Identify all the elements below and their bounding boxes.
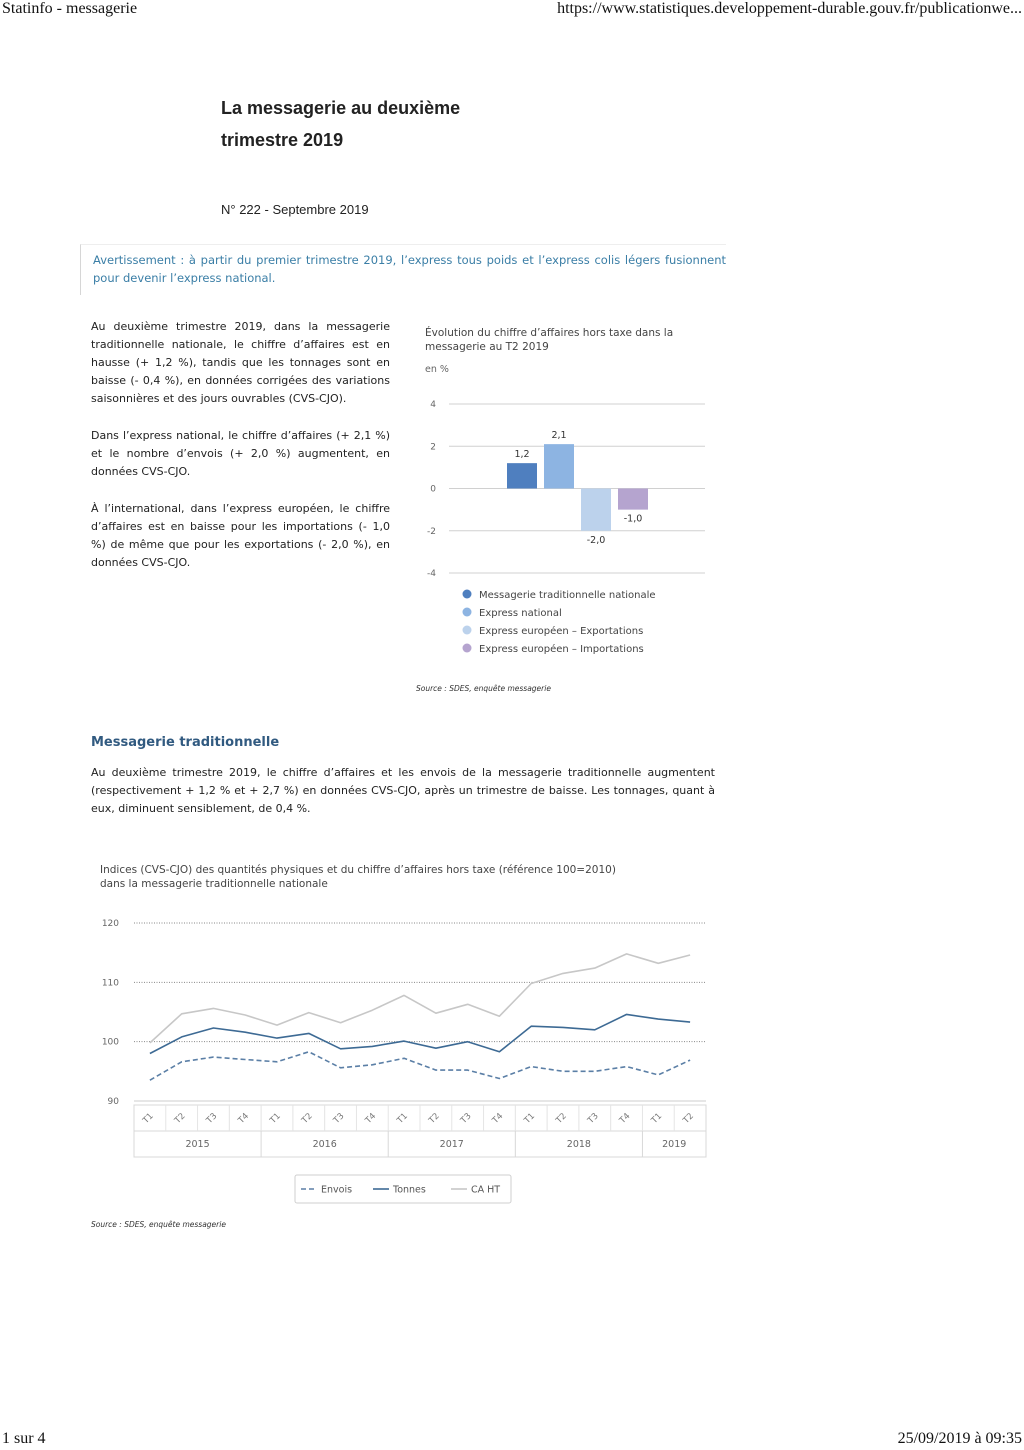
- quarter-label: T3: [458, 1111, 474, 1126]
- year-label: 2015: [185, 1139, 210, 1150]
- bar-legend-swatch: [463, 608, 472, 617]
- bar-legend-label: Messagerie traditionnelle nationale: [479, 590, 656, 601]
- quarter-label: T4: [617, 1111, 633, 1126]
- bar-chart-source: Source : SDES, enquête messagerie: [416, 684, 551, 693]
- line-y-tick-label: 110: [101, 978, 119, 989]
- line-chart-source: Source : SDES, enquête messagerie: [91, 1220, 226, 1229]
- bar-chart-unit: en %: [425, 364, 449, 375]
- line-legend-label: Envois: [321, 1184, 353, 1196]
- quarter-label: T1: [522, 1111, 538, 1126]
- bar-legend-swatch: [463, 590, 472, 599]
- indices-line-chart: [90, 855, 720, 1215]
- bar-legend-label: Express national: [479, 608, 562, 619]
- year-label: 2016: [312, 1139, 337, 1150]
- bar-value-label: 2,1: [551, 430, 567, 442]
- bar-value-label: 1,2: [514, 449, 530, 461]
- line-y-tick-label: 90: [107, 1097, 119, 1107]
- quarter-label: T2: [172, 1111, 188, 1126]
- bar-y-tick-label: 4: [430, 400, 436, 410]
- bar-mark: [507, 463, 537, 488]
- page-title: Statinfo - messagerie: [2, 0, 138, 17]
- line-legend-label: Tonnes: [393, 1184, 426, 1196]
- quarter-label: T4: [236, 1111, 252, 1126]
- bar-value-label: -2,0: [586, 534, 606, 546]
- quarter-label: T2: [427, 1111, 442, 1126]
- bar-mark: [581, 489, 611, 531]
- series-line-tonnes: [150, 1014, 690, 1053]
- bar-legend-label: Express européen – Exportations: [479, 626, 644, 637]
- line-chart-title-line-1: Indices (CVS-CJO) des quantités physiques et du chiffre d’affaires hors taxe (référence 100=2010): [100, 864, 616, 876]
- bar-chart-title-line-2: messagerie au T2 2019: [425, 341, 549, 353]
- quarter-label: T1: [268, 1111, 283, 1126]
- bar-mark: [544, 444, 574, 488]
- quarter-label: T3: [204, 1111, 220, 1126]
- year-label: 2018: [566, 1139, 591, 1150]
- quarter-label: T3: [331, 1111, 347, 1126]
- bar-legend-label: Express européen – Importations: [479, 644, 644, 655]
- series-line-envois: [150, 1052, 690, 1080]
- revenue-change-bar-chart: [415, 320, 715, 670]
- line-y-tick-label: 100: [101, 1037, 119, 1048]
- page-counter: 1 sur 4: [2, 1430, 46, 1447]
- year-label: 2017: [439, 1139, 464, 1150]
- intro-paragraph-3: À l’international, dans l’express européen, le chiffre d’affaires est en baisse pour les importations (- 1,0 %) de même que pour les exportations (- 2,0 %), en données CVS-CJO.: [91, 502, 390, 569]
- section-title: Messagerie traditionnelle: [91, 735, 280, 750]
- bar-y-tick-label: -4: [427, 569, 436, 579]
- page-url[interactable]: https://www.statistiques.developpement-durable.gouv.fr/publicationwe...: [557, 0, 1022, 17]
- line-legend-label: CA HT: [471, 1184, 501, 1196]
- quarter-label: T3: [586, 1111, 601, 1126]
- quarter-label: T1: [141, 1111, 156, 1126]
- bar-mark: [618, 489, 648, 510]
- bar-chart-title-line-1: Évolution du chiffre d’affaires hors taxe dans la: [425, 327, 674, 339]
- intro-paragraph-2: Dans l’express national, le chiffre d’affaires (+ 2,1 %) et le nombre d’envois (+ 2,0 %) augmentent, en données CVS-CJO.: [91, 429, 390, 478]
- bar-legend-swatch: [463, 626, 472, 635]
- print-datetime: 25/09/2019 à 09:35: [897, 1430, 1022, 1447]
- title-line-1: La messagerie au deuxième: [221, 98, 461, 118]
- quarter-label: T2: [300, 1111, 315, 1126]
- bar-value-label: -1,0: [623, 513, 643, 525]
- quarter-label: T1: [395, 1111, 410, 1126]
- quarter-label: T4: [490, 1111, 506, 1126]
- line-y-tick-label: 120: [101, 919, 119, 929]
- issue-number: N° 222 - Septembre 2019: [221, 202, 369, 217]
- bar-y-tick-label: 2: [430, 442, 436, 453]
- quarter-label: T1: [649, 1111, 665, 1126]
- title-line-2: trimestre 2019: [221, 130, 344, 150]
- quarter-label: T2: [681, 1111, 696, 1126]
- bar-y-tick-label: -2: [427, 526, 436, 537]
- section-paragraph: Au deuxième trimestre 2019, le chiffre d’affaires et les envois de la messagerie traditionnelle augmentent (respectivement + 1,2 % et + 2,7 %) en données CVS-CJO, après un trimestre de baisse. Les tonnages, quant à eux, diminuent sensiblement, de 0,4 %.: [91, 766, 715, 815]
- warning-notice: Avertissement : à partir du premier trimestre 2019, l’express tous poids et l’express colis légers fusionnent pour devenir l’express national.: [80, 244, 726, 295]
- line-chart-title-line-2: dans la messagerie traditionnelle nationale: [100, 878, 328, 890]
- document-title: [221, 92, 641, 156]
- bar-y-tick-label: 0: [430, 484, 436, 495]
- quarter-label: T4: [363, 1111, 379, 1126]
- bar-legend-swatch: [463, 644, 472, 653]
- year-label: 2019: [662, 1139, 687, 1150]
- intro-paragraph-1: Au deuxième trimestre 2019, dans la messagerie traditionnelle nationale, le chiffre d’affaires est en hausse (+ 1,2 %), tandis que les tonnages sont en baisse (- 0,4 %), en données corrigées des variations saisonnières et des jours ouvrables (CVS-CJO).: [91, 320, 390, 405]
- quarter-label: T2: [554, 1111, 569, 1126]
